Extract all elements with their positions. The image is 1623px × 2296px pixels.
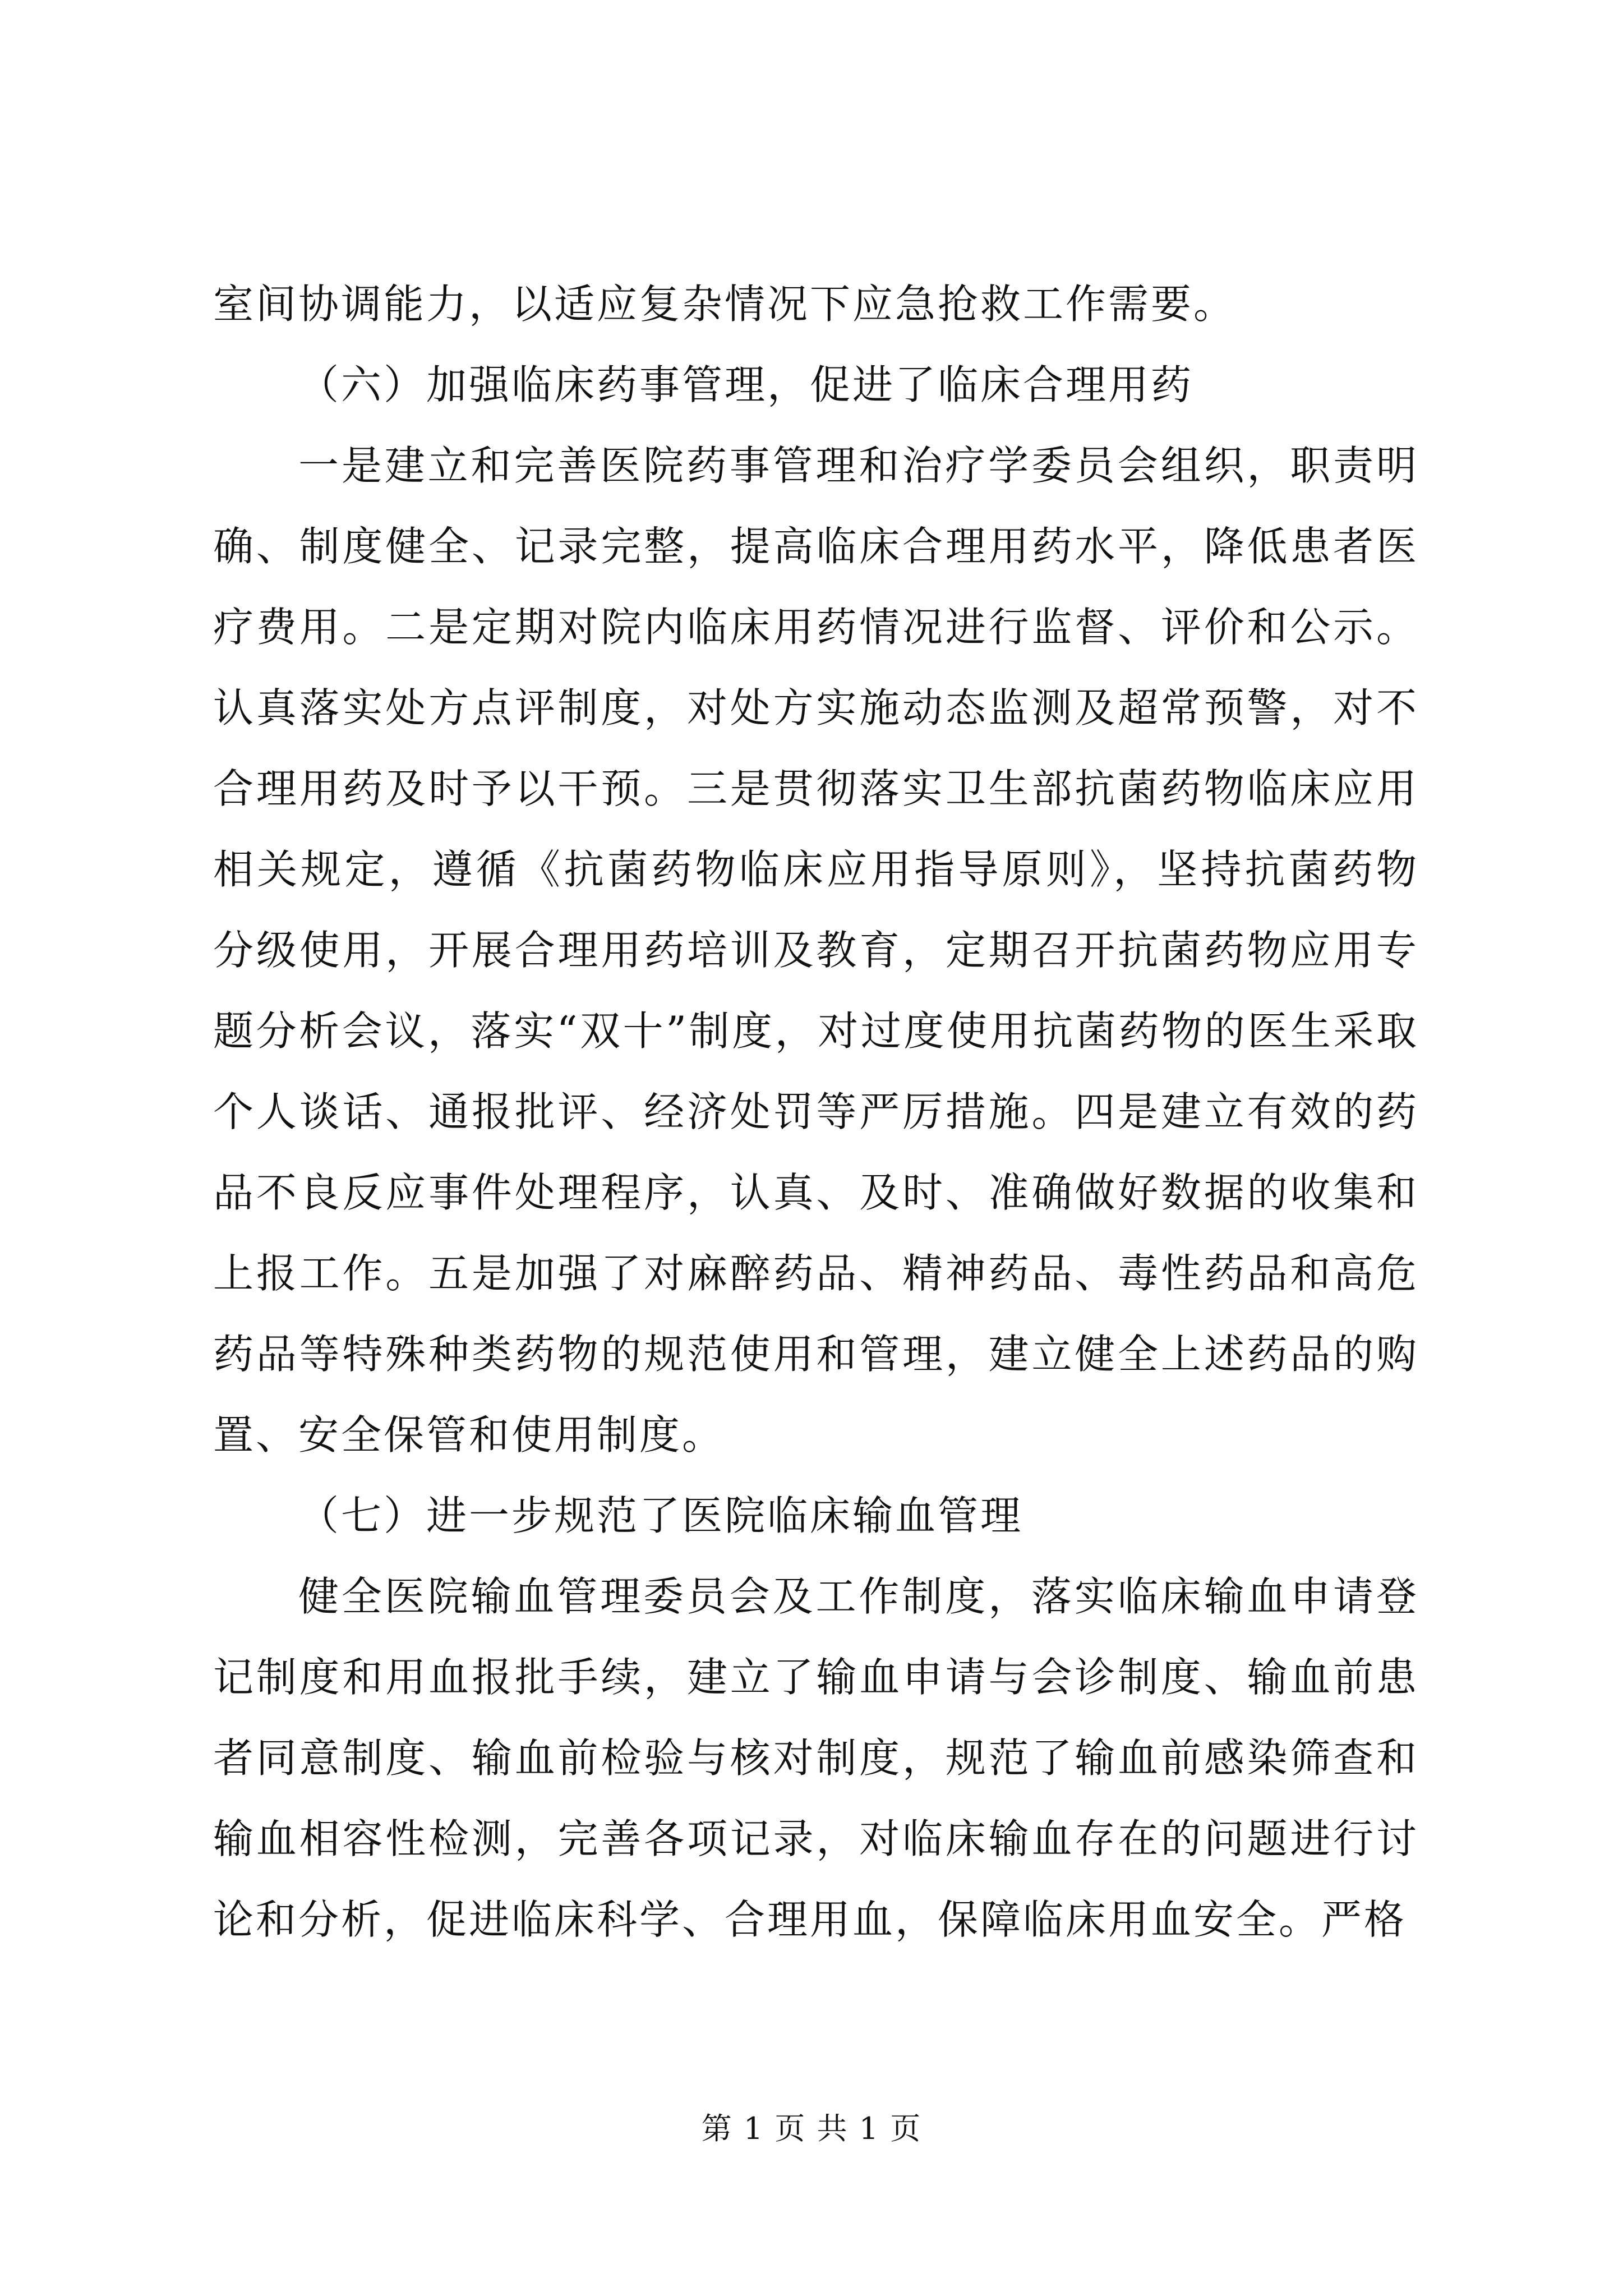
paragraph-continuation: 室间协调能力，以适应复杂情况下应急抢救工作需要。	[213, 280, 1237, 328]
document-body	[213, 264, 1419, 1960]
paragraph-pharmacy-management: 一是建立和完善医院药事管理和治疗学委员会组织，职责明确、制度健全、记录完整，提高临床合理用药水平，降低患者医疗费用。二是定期对院内临床用药情况进行监督、评价和公示。认真落实处方点评制度，对处方实施动态监测及超常预警，对不合理用药及时予以干预。三是贯彻落实卫生部抗菌药物临床应用相关规定，遵循《抗菌药物临床应用指导原则》，坚持抗菌药物分级使用，开展合理用药培训及教育，定期召开抗菌药物应用专题分析会议，落实“双十”制度，对过度使用抗菌药物的医生采取个人谈话、通报批评、经济处罚等严厉措施。四是建立有效的药品不良反应事件处理程序，认真、及时、准确做好数据的收集和上报工作。五是加强了对麻醉药品、精神药品、毒性药品和高危药品等特殊种类药物的规范使用和管理，建立健全上述药品的购置、安全保管和使用制度。	[213, 442, 1419, 1458]
paragraph-transfusion-management: 健全医院输血管理委员会及工作制度，落实临床输血申请登记制度和用血报批手续，建立了输血申请与会诊制度、输血前患者同意制度、输血前检验与核对制度，规范了输血前感染筛查和输血相容性检测，完善各项记录，对临床输血存在的问题进行讨论和分析，促进临床科学、合理用血，保障临床用血安全。严格	[213, 1573, 1419, 1943]
section-heading-six: （六）加强临床药事管理，促进了临床合理用药	[298, 361, 1194, 408]
page-footer: 第 1 页 共 1 页	[701, 2111, 922, 2146]
section-heading-seven: （七）进一步规范了医院临床输血管理	[298, 1492, 1023, 1539]
